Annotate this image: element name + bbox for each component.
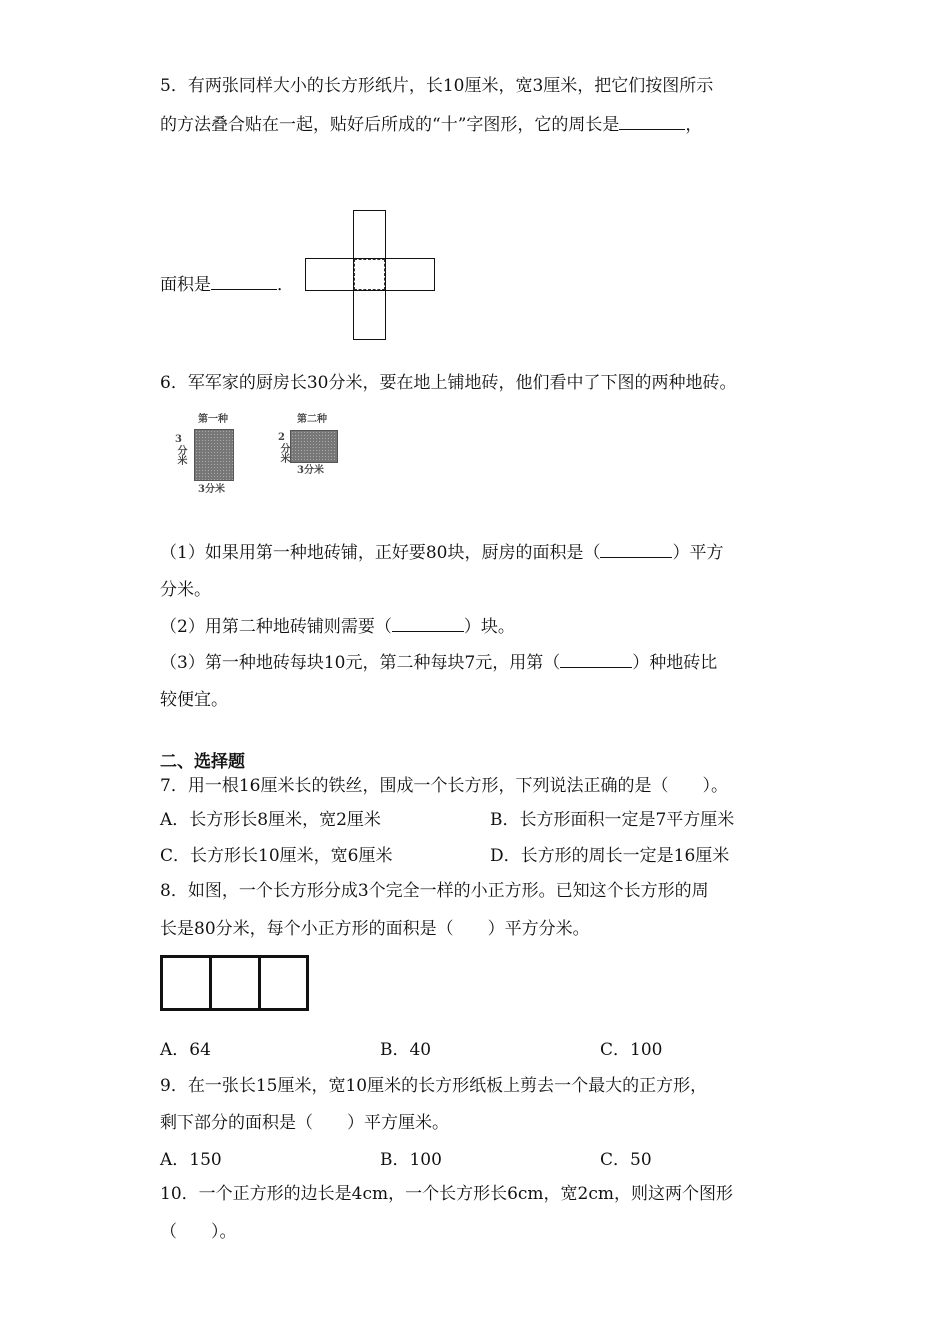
- q9-option-b[interactable]: B．100: [380, 1150, 442, 1170]
- tile1-title: 第一种: [198, 414, 228, 425]
- q9-line1: 9．在一张长15厘米，宽10厘米的长方形纸板上剪去一个最大的正方形，: [160, 1076, 708, 1096]
- q6-sub3: （3）第一种地砖每块10元，第二种每块7元，用第（ ）种地砖比: [160, 653, 718, 673]
- q10-line1: 10．一个正方形的边长是4cm，一个长方形长6cm，宽2cm，则这两个图形: [160, 1184, 734, 1204]
- q9-option-c[interactable]: C．50: [600, 1150, 652, 1170]
- sub3-blank[interactable]: [560, 651, 632, 668]
- q7-stem: 7．用一根16厘米长的铁丝，围成一个长方形，下列说法正确的是（ ）。: [160, 776, 728, 796]
- q8-option-c[interactable]: C．100: [600, 1040, 663, 1060]
- three-squares-figure: [160, 955, 309, 1011]
- q6-sub2: （2）用第二种地砖铺则需要（ ）块。: [160, 617, 515, 637]
- q10-line2: （ ）。: [160, 1222, 237, 1242]
- q6-sub1-cont: 分米。: [160, 580, 211, 600]
- q8-line1: 8．如图，一个长方形分成3个完全一样的小正方形。已知这个长方形的周: [160, 881, 709, 901]
- tile1-side: 3 分米: [175, 434, 186, 465]
- q6-line1: 6．军军家的厨房长30分米，要在地上铺地砖，他们看中了下图的两种地砖。: [160, 373, 737, 393]
- tile1-bottom: 3分米: [198, 484, 225, 495]
- q7-option-a[interactable]: A．长方形长8厘米，宽2厘米: [160, 810, 381, 830]
- section-title: 二、选择题: [160, 752, 245, 772]
- area-end: ．: [277, 275, 294, 295]
- q7-option-d[interactable]: D．长方形的周长一定是16厘米: [490, 846, 730, 866]
- cross-figure: [305, 210, 435, 340]
- tile2-side: 2 分米: [278, 432, 289, 463]
- q5-line2: [160, 113, 702, 137]
- q9-line2: 剩下部分的面积是（ ）平方厘米。: [160, 1113, 449, 1133]
- q8-line2: 长是80分米，每个小正方形的面积是（ ）平方分米。: [160, 919, 590, 939]
- q5-text: 的方法叠合贴在一起，贴好后所成的“十”字图形，它的周长是: [160, 115, 620, 135]
- q6-sub3-cont: 较便宜。: [160, 690, 228, 710]
- q6-sub1: （1）如果用第一种地砖铺，正好要80块，厨房的面积是（ ）平方: [160, 543, 724, 563]
- perimeter-blank[interactable]: [619, 113, 685, 130]
- sub1-blank[interactable]: [600, 541, 672, 558]
- tile-type-1: [170, 412, 250, 497]
- q5-area-line: [160, 273, 294, 297]
- area-blank[interactable]: [211, 273, 277, 290]
- area-label: 面积是: [160, 275, 211, 295]
- q7-option-c[interactable]: C．长方形长10厘米，宽6厘米: [160, 846, 393, 866]
- tile2-title: 第二种: [297, 414, 327, 425]
- q8-option-a[interactable]: A．64: [160, 1040, 211, 1060]
- sub2-blank[interactable]: [392, 615, 464, 632]
- tile2-bottom: 3分米: [297, 465, 324, 476]
- q8-option-b[interactable]: B．40: [380, 1040, 432, 1060]
- q7-option-b[interactable]: B．长方形面积一定是7平方厘米: [490, 810, 735, 830]
- q9-option-a[interactable]: A．150: [160, 1150, 222, 1170]
- tile-type-2: [275, 412, 355, 497]
- q5-comma: ，: [685, 115, 703, 135]
- q5-line1: 5．有两张同样大小的长方形纸片，长10厘米，宽3厘米，把它们按图所示: [160, 76, 714, 96]
